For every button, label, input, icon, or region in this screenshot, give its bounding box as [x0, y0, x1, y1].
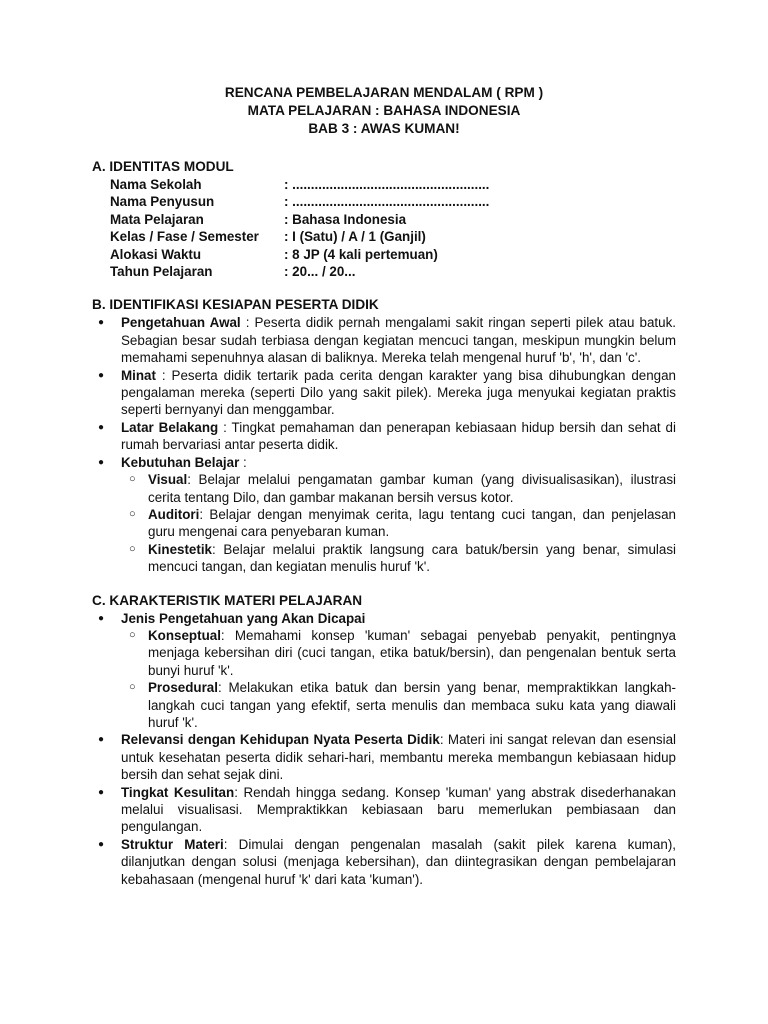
identity-row — [110, 211, 676, 228]
sub-list-item-text: : Memahami konsep 'kuman' sebagai penyebab penyakit, pentingnya menjaga kebersihan diri (cuci tangan, etika batuk/bersin), dan pengenalan bentuk serta bunyi huruf 'k'. — [148, 627, 676, 678]
bullet-list — [92, 314, 676, 575]
sub-list-item — [121, 471, 676, 506]
list-item-text: : Peserta didik tertarik pada cerita dengan karakter yang bisa dihubungkan dengan pengalaman mereka (seperti Dilo yang sakit pilek). Mereka juga menyukai kegiatan praktis seperti bernyanyi dan menggambar. — [121, 367, 676, 418]
identity-label: Nama Penyusun — [110, 194, 215, 210]
identity-row — [110, 193, 676, 210]
section-b-heading: B. IDENTIFIKASI KESIAPAN PESERTA DIDIK — [92, 297, 379, 313]
list-item — [92, 419, 676, 454]
section-identitas-modul — [92, 158, 676, 280]
list-item-text: : Materi ini sangat relevan dan esensial untuk kesehatan peserta didik sehari-hari, membantu mereka membangun kebiasaan hidup bersih dan sehat sejak dini. — [121, 732, 676, 783]
sub-list-item-text: : Belajar melalui praktik langsung cara batuk/bersin yang benar, simulasi mencuci tangan, dan kegiatan menulis huruf 'k'. — [148, 541, 676, 575]
sub-list-item-term: Kinestetik — [148, 541, 212, 557]
list-item-term: Tingkat Kesulitan — [121, 784, 235, 800]
identity-label: Tahun Pelajaran — [110, 264, 213, 280]
identity-row — [110, 176, 676, 193]
list-item-term: Relevansi dengan Kehidupan Nyata Peserta Didik — [121, 732, 440, 748]
list-item-term: Minat — [121, 367, 156, 383]
section-a-heading: A. IDENTITAS MODUL — [92, 159, 234, 174]
list-item — [92, 454, 676, 576]
list-item — [92, 314, 676, 366]
document-title — [92, 84, 676, 138]
identity-row — [110, 263, 676, 280]
identity-row — [110, 228, 676, 245]
identity-value: : 20... / 20... — [284, 264, 356, 280]
list-item — [92, 784, 676, 836]
identity-table — [110, 176, 676, 280]
title-line-2: MATA PELAJARAN : BAHASA INDONESIA — [247, 103, 521, 118]
sub-list-item-text: : Belajar dengan menyimak cerita, lagu tentang cuci tangan, dan penjelasan guru mengenai cara penyebaran kuman. — [148, 506, 676, 540]
list-item — [92, 731, 676, 783]
sub-list-item-text: : Belajar melalui pengamatan gambar kuman (yang divisualisasikan), ilustrasi cerita tentang Dilo, dan gambar makanan bersih versus kotor. — [148, 472, 676, 505]
sub-list-item — [121, 506, 676, 541]
list-item-text: : Peserta didik pernah mengalami sakit ringan seperti pilek atau batuk. Sebagian besar sudah terbiasa dengan kegiatan mencuci tangan, meskipun mungkin belum memahami sepenuhnya alasan di baliknya. Mereka telah mengenal huruf 'b', 'h', dan 'c'. — [121, 315, 676, 366]
sub-list-item-text: : Melakukan etika batuk dan bersin yang benar, mempraktikkan langkah-langkah cuci tangan yang efektif, serta menulis dan membaca suku kata yang diawali huruf 'k'. — [148, 680, 676, 730]
list-item-term: Pengetahuan Awal — [121, 315, 241, 331]
list-item — [92, 836, 676, 888]
identity-label: Mata Pelajaran — [110, 211, 204, 227]
list-item-term: Jenis Pengetahuan yang Akan Dicapai — [121, 610, 366, 626]
identity-row — [110, 246, 676, 263]
identity-value: : ..................................................... — [284, 177, 490, 192]
list-item-text: : Dimulai dengan pengenalan masalah (sakit pilek karena kuman), dilanjutkan dengan solusi (menjaga kebersihan), dan diintegrasikan dengan pembelajaran kebahasaan (mengenal huruf 'k' dari kata 'kuman'). — [121, 836, 676, 887]
list-item-text: : Tingkat pemahaman dan penerapan kebiasaan hidup bersih dan sehat di rumah bervariasi antar peserta didik. — [121, 419, 676, 453]
identity-value: : ..................................................... — [284, 194, 490, 210]
sub-list-item-term: Visual — [148, 472, 188, 488]
list-item-text: : — [239, 454, 247, 470]
sub-bullet-list — [121, 627, 676, 731]
identity-value: : Bahasa Indonesia — [284, 211, 407, 227]
sub-list-item-term: Auditori — [148, 506, 200, 522]
identity-value: : I (Satu) / A / 1 (Ganjil) — [284, 229, 426, 245]
list-item — [92, 367, 676, 419]
list-item-text: : Rendah hingga sedang. Konsep 'kuman' yang abstrak disederhanakan melalui visualisasi. Mempraktikkan kebiasaan baru memerlukan pembiasaan dan pengulangan. — [121, 784, 676, 835]
sub-list-item — [121, 627, 676, 679]
list-item-term: Struktur Materi — [121, 836, 224, 852]
section-karakteristik-materi — [92, 592, 676, 889]
identity-label: Kelas / Fase / Semester — [110, 229, 259, 245]
bullet-list — [92, 610, 676, 889]
list-item — [92, 610, 676, 732]
identity-label: Nama Sekolah — [110, 177, 202, 192]
list-item-term: Kebutuhan Belajar — [121, 454, 240, 470]
title-line-3: BAB 3 : AWAS KUMAN! — [308, 121, 460, 136]
identity-value: : 8 JP (4 kali pertemuan) — [284, 246, 438, 262]
sub-list-item-term: Konseptual — [148, 627, 221, 643]
list-item-term: Latar Belakang — [121, 419, 219, 435]
title-line-1: RENCANA PEMBELAJARAN MENDALAM ( RPM ) — [224, 85, 544, 100]
sub-list-item — [121, 679, 676, 731]
sub-list-item-term: Prosedural — [148, 680, 218, 696]
section-identifikasi-kesiapan — [92, 296, 676, 575]
identity-label: Alokasi Waktu — [110, 246, 202, 262]
section-c-heading: C. KARAKTERISTIK MATERI PELAJARAN — [92, 592, 363, 608]
sub-list-item — [121, 541, 676, 576]
sub-bullet-list — [121, 471, 676, 575]
